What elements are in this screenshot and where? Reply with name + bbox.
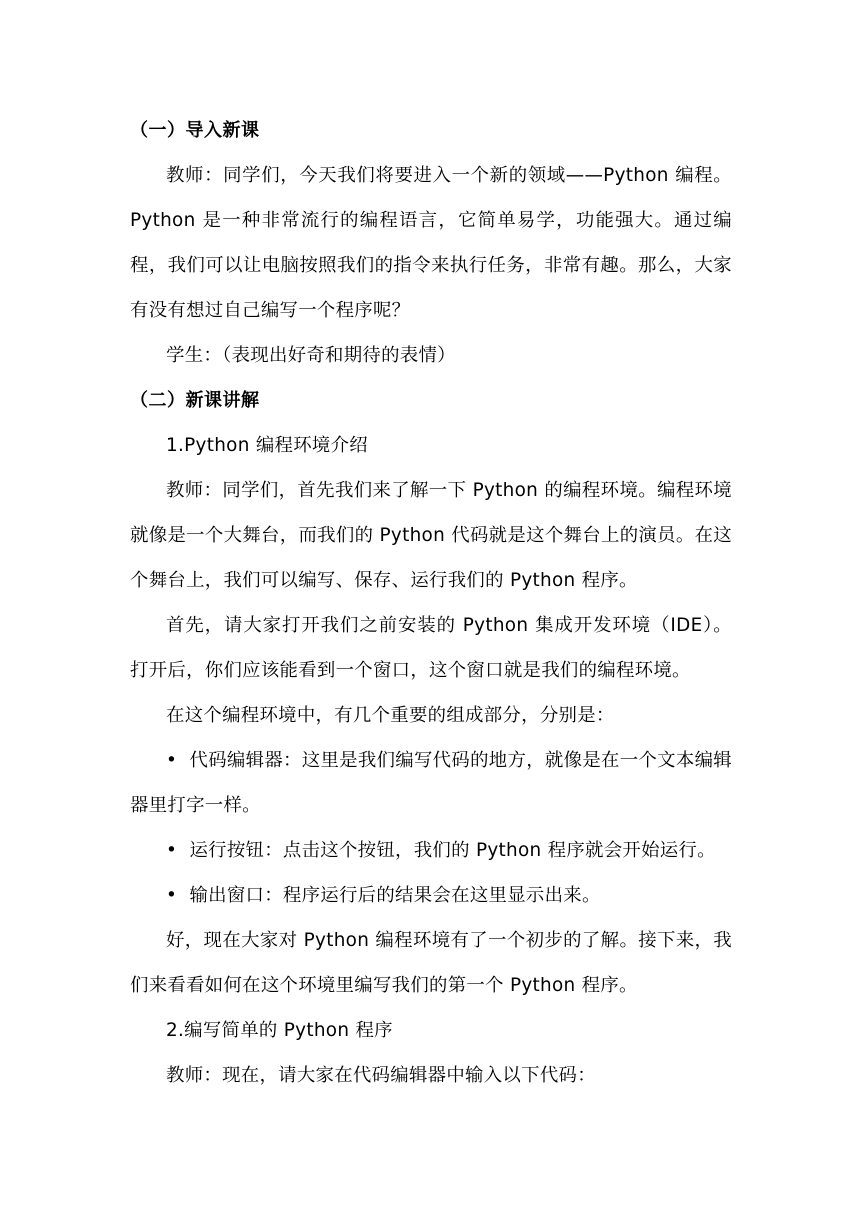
document-page [130, 108, 732, 1098]
paragraph-student-reaction: 学生：（表现出好奇和期待的表情） [166, 345, 456, 366]
list-item-text: 运行按钮：点击这个按钮，我们的 Python 程序就会开始运行。 [189, 840, 716, 861]
list-item-text: 代码编辑器：这里是我们编写代码的地方，就像是在一个文本编辑器里打字一样。 [130, 750, 732, 816]
section-heading-new-lesson: （二）新课讲解 [130, 390, 260, 411]
subheading-python-environment: 1.Python 编程环境介绍 [166, 435, 368, 456]
list-item-code-editor [130, 738, 732, 828]
subheading-write-program: 2.编写简单的 Python 程序 [166, 1020, 393, 1041]
list-item-text: 输出窗口：程序运行后的结果会在这里显示出来。 [189, 885, 601, 906]
section-heading-intro: （一）导入新课 [130, 120, 260, 141]
bullet-mark: • [166, 840, 178, 861]
bullet-mark: • [166, 750, 178, 771]
list-item-output-window [130, 873, 732, 918]
paragraph-environment-summary: 好，现在大家对 Python 编程环境有了一个初步的了解。接下来，我们来看看如何在这个环境里编写我们的第一个 Python 程序。 [130, 930, 732, 996]
paragraph-open-ide: 首先，请大家打开我们之前安装的 Python 集成开发环境（IDE）。打开后，你们应该能看到一个窗口，这个窗口就是我们的编程环境。 [130, 615, 732, 681]
bullet-mark: • [166, 885, 178, 906]
paragraph-enter-code: 教师：现在，请大家在代码编辑器中输入以下代码： [166, 1065, 596, 1086]
paragraph-teacher-intro: 教师：同学们，今天我们将要进入一个新的领域——Python 编程。Python 是一种非常流行的编程语言，它简单易学，功能强大。通过编程，我们可以让电脑按照我们的指令来执行任务，非常有趣。那么，大家有没有想过自己编写一个程序呢？ [130, 165, 732, 321]
paragraph-environment-explained: 教师：同学们，首先我们来了解一下 Python 的编程环境。编程环境就像是一个大舞台，而我们的 Python 代码就是这个舞台上的演员。在这个舞台上，我们可以编写、保存、运行我们的 Python 程序。 [130, 480, 732, 591]
list-item-run-button [130, 828, 732, 873]
paragraph-components-intro: 在这个编程环境中，有几个重要的组成部分，分别是： [166, 705, 615, 726]
